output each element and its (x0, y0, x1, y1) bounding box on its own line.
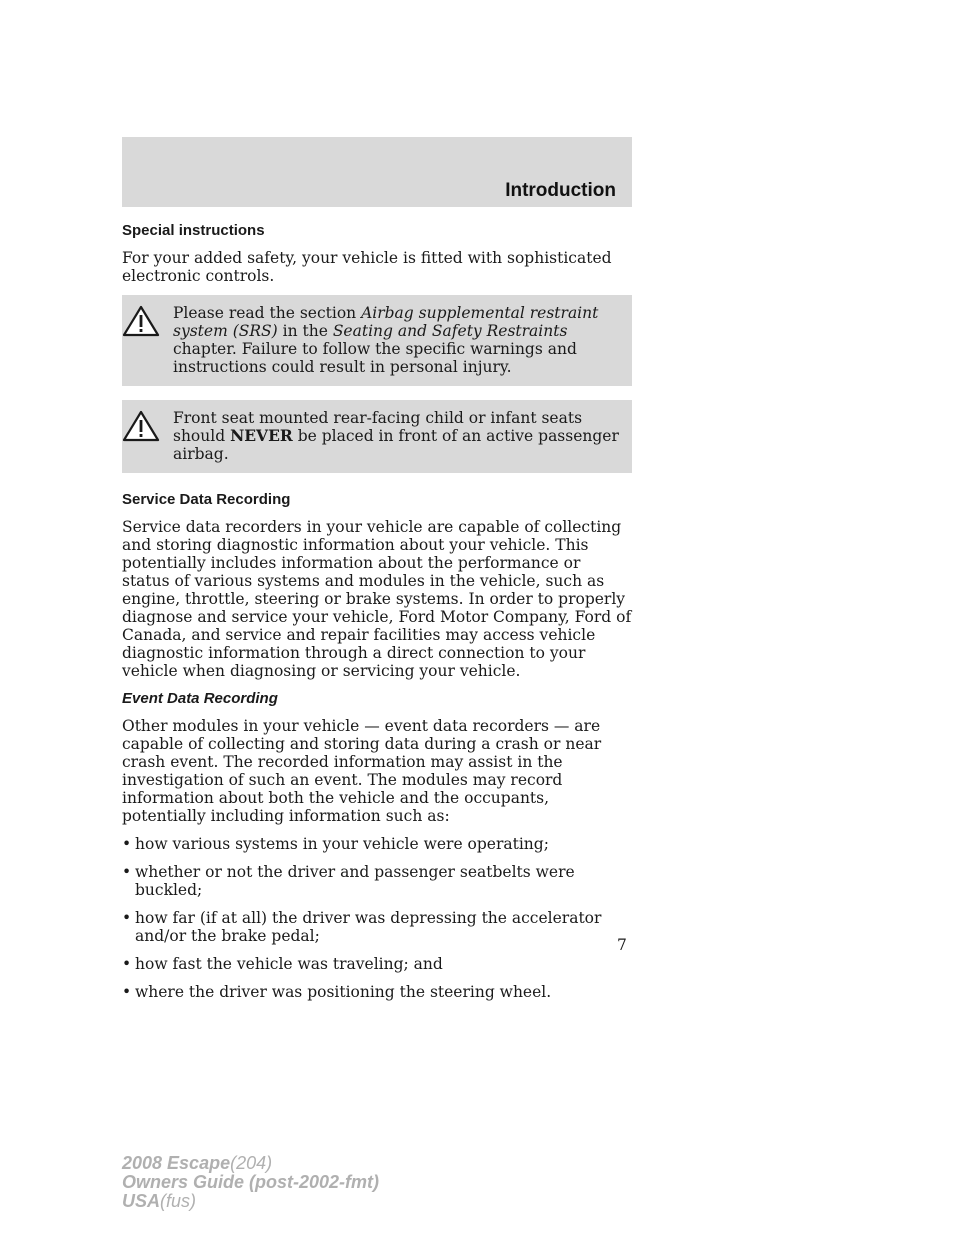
page-number: 7 (617, 936, 627, 954)
bullet-icon: • (122, 863, 132, 881)
page-content (122, 222, 632, 1011)
special-instructions-text: For your added safety, your vehicle is fitted with sophisticated electronic controls. (122, 249, 612, 285)
service-data-heading: Service Data Recording (122, 491, 291, 508)
bullet-icon: • (122, 909, 132, 927)
footer-line-model: 2008 Escape(204) (122, 1153, 273, 1173)
event-data-list (122, 835, 632, 1001)
child-seat-warning-text: Front seat mounted rear-facing child or infant seats should NEVER be placed in front of an active passenger airbag. (130, 409, 624, 463)
document-footer (122, 1154, 379, 1211)
chapter-header-band (122, 137, 632, 207)
list-item: • how fast the vehicle was traveling; and (122, 955, 443, 973)
warning-triangle-icon (130, 409, 170, 445)
event-data-text: Other modules in your vehicle — event data recorders — are capable of collecting and storing data during a crash or near crash event. The recorded information may assist in the investigation of such an event. The modules may record information about both the vehicle and the occupants, potentially including information such as: (122, 717, 602, 825)
warning-triangle-icon (130, 304, 170, 340)
airbag-warning-text: Please read the section Airbag supplemental restraint system (SRS) in the Seating and Safety Restraints chapter. Failure to follow the specific warnings and instructions could result in personal injury. (130, 304, 624, 376)
footer-line-guide: Owners Guide (post-2002-fmt) (122, 1172, 380, 1192)
never-emphasis: NEVER (230, 426, 293, 445)
list-item: • how far (if at all) the driver was depressing the accelerator and/or the brake pedal; (122, 909, 602, 945)
bullet-icon: • (122, 983, 132, 1001)
bullet-icon: • (122, 835, 132, 853)
special-instructions-heading: Special instructions (122, 222, 265, 239)
service-data-text: Service data recorders in your vehicle are capable of collecting and storing diagnostic information about your vehicle. This potentially includes information about the performance or status of various systems and modules in the vehicle, such as engine, throttle, steering or brake systems. In order to properly diagnose and service your vehicle, Ford Motor Company, Ford of Canada, and service and repair facilities may access vehicle diagnostic information through a direct connection to your vehicle when diagnosing or servicing your vehicle. (122, 518, 632, 680)
bullet-icon: • (122, 955, 132, 973)
chapter-title: Introduction (505, 180, 616, 201)
event-data-heading: Event Data Recording (122, 690, 278, 707)
list-item: • where the driver was positioning the steering wheel. (122, 983, 552, 1001)
seating-chapter-reference: Seating and Safety Restraints (332, 322, 568, 340)
srs-section-reference: Airbag supplemental restraint system (SRS) (173, 304, 599, 340)
list-item: • whether or not the driver and passenger seatbelts were buckled; (122, 863, 575, 899)
airbag-warning-box (122, 295, 632, 386)
footer-line-market: USA(fus) (122, 1191, 197, 1211)
list-item: • how various systems in your vehicle were operating; (122, 835, 549, 853)
child-seat-warning-box (122, 400, 632, 473)
